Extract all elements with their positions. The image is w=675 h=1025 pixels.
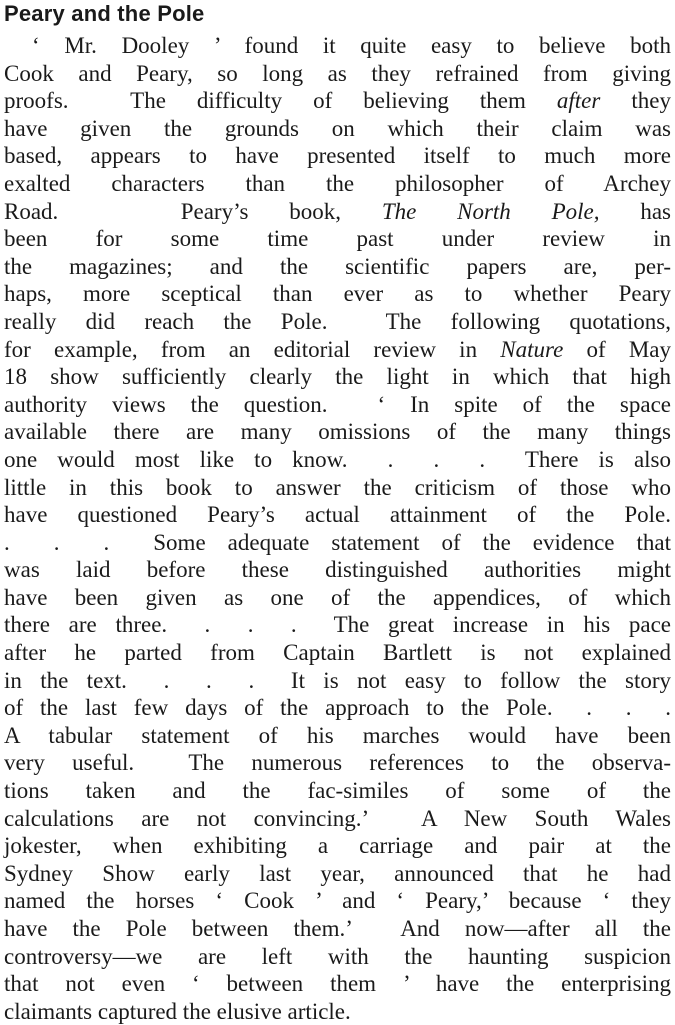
text-line [4, 887, 671, 915]
text-segment: controversy—we are left with the haunting suspicion [4, 943, 671, 969]
text-line [4, 501, 671, 529]
text-segment: they [600, 88, 671, 114]
text-segment: Road. Peary’s book, [4, 198, 382, 224]
text-line [4, 722, 671, 750]
text-segment: have the Pole between them.’ And now—after all the [4, 916, 671, 941]
text-segment: for example, from an editorial review in [4, 336, 501, 362]
text-segment: in the text. . . . It is not easy to follow the story [4, 667, 671, 693]
text-line [4, 446, 671, 474]
text-segment: have been given as one of the appendices, of which [4, 584, 671, 610]
italic-text: Nature [500, 336, 564, 362]
text-line [4, 198, 671, 226]
text-line [4, 170, 671, 198]
text-segment: haps, more sceptical than ever as to whether Peary [4, 281, 671, 307]
text-line [4, 32, 671, 60]
text-line [4, 584, 671, 612]
text-line [4, 87, 671, 115]
text-line [4, 115, 671, 143]
text-segment: little in this book to answer the criticism of those who [4, 474, 671, 500]
text-line [4, 998, 671, 1025]
text-line [4, 777, 671, 805]
text-segment: the magazines; and the scientific papers are, per- [4, 253, 671, 279]
text-segment: tions taken and the fac-similes of some of the [4, 778, 671, 804]
text-line [4, 915, 671, 943]
text-line [4, 943, 671, 971]
text-line [4, 749, 671, 777]
text-line [4, 667, 671, 695]
text-line [4, 336, 671, 364]
text-segment: 18 show sufficiently clearly the light in which that high [4, 364, 671, 390]
text-segment: calculations are not convincing.’ A New South Wales [4, 805, 671, 831]
article [4, 0, 671, 1025]
italic-text: The North Pole, [381, 198, 600, 224]
text-line [4, 253, 671, 281]
text-segment: of May [563, 336, 671, 362]
text-segment: has [599, 198, 671, 224]
text-line [4, 418, 671, 446]
text-line [4, 308, 671, 336]
text-segment: very useful. The numerous references to the observa- [4, 750, 671, 776]
text-segment: of the last few days of the approach to the Pole. . . . [4, 695, 671, 721]
article-title: Peary and the Pole [4, 1, 205, 26]
article-body [4, 32, 671, 1025]
text-segment: available there are many omissions of the many things [4, 419, 671, 445]
text-segment: have given the grounds on which their claim was [4, 115, 671, 141]
text-segment: proofs. The difficulty of believing them [4, 88, 557, 114]
text-line [4, 363, 671, 391]
text-line [4, 60, 671, 88]
italic-text: after [556, 88, 601, 114]
text-line [4, 225, 671, 253]
text-segment: ‘ Mr. Dooley ’ found it quite easy to believe both [32, 33, 671, 58]
text-line [4, 970, 671, 998]
text-line [4, 694, 671, 722]
text-segment: there are three. . . . The great increase in his pace [4, 612, 671, 638]
text-segment: based, appears to have presented itself to much more [4, 143, 671, 169]
text-line [4, 611, 671, 639]
text-segment: Sydney Show early last year, announced that he had [4, 860, 671, 886]
text-segment: Cook and Peary, so long as they refrained from giving [4, 60, 671, 86]
text-line [4, 860, 671, 888]
text-segment: claimants captured the elusive article. [4, 998, 351, 1024]
text-line [4, 280, 671, 308]
text-segment: one would most like to know. . . . There is also [4, 446, 671, 472]
text-segment: jokester, when exhibiting a carriage and pair at the [4, 833, 671, 859]
text-segment: was laid before these distinguished authorities might [4, 557, 671, 583]
text-segment: been for some time past under review in [4, 226, 671, 252]
text-segment: really did reach the Pole. The following quotations, [4, 308, 671, 334]
text-segment: authority views the question. ‘ In spite of the space [4, 391, 671, 417]
text-line [4, 142, 671, 170]
text-segment: . . . Some adequate statement of the evidence that [4, 529, 671, 555]
text-line [4, 556, 671, 584]
text-segment: exalted characters than the philosopher of Archey [4, 170, 671, 196]
text-line [4, 474, 671, 502]
text-segment: that not even ‘ between them ’ have the enterprising [4, 971, 671, 997]
text-line [4, 832, 671, 860]
text-segment: named the horses ‘ Cook ’ and ‘ Peary,’ because ‘ they [4, 888, 671, 914]
text-segment: A tabular statement of his marches would have been [4, 722, 671, 748]
text-line [4, 529, 671, 557]
text-segment: after he parted from Captain Bartlett is not explained [4, 640, 671, 666]
text-line [4, 391, 671, 419]
text-segment: have questioned Peary’s actual attainment of the Pole. [4, 502, 671, 528]
text-line [4, 805, 671, 833]
text-line [4, 639, 671, 667]
